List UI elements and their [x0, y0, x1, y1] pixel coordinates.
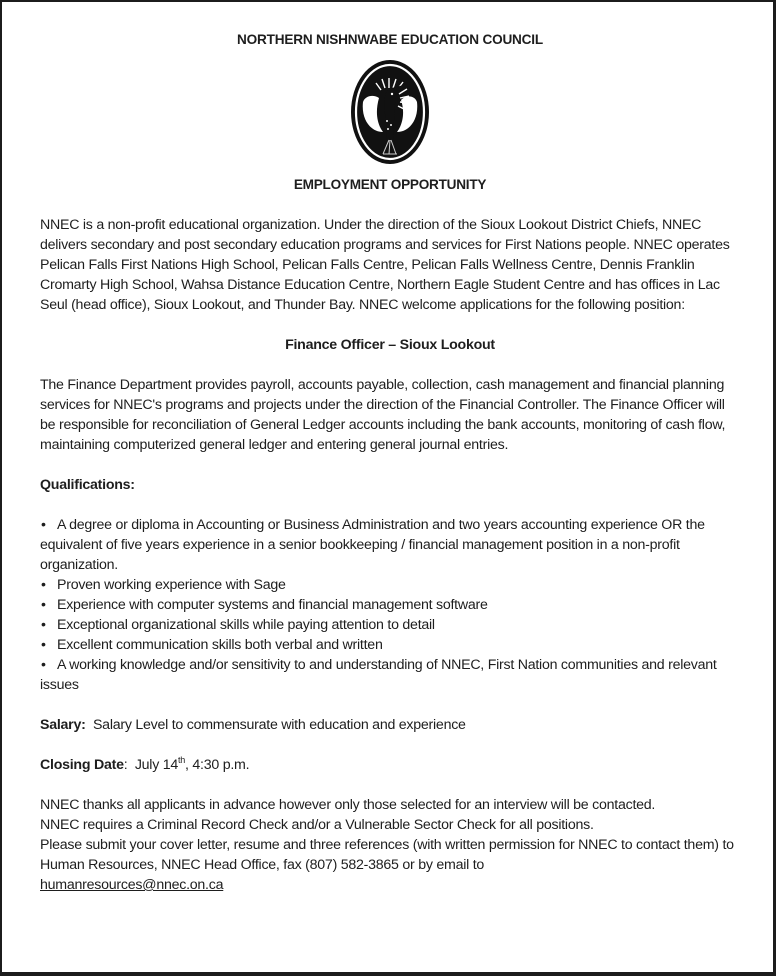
closing-date-value: July 14th, 4:30 p.m.: [134, 755, 250, 773]
organization-title: NORTHERN NISHNWABE EDUCATION COUNCIL: [237, 32, 543, 47]
qualification-item: • Excellent communication skills both verbal and written: [41, 637, 383, 653]
closing-date-label: Closing Date: [40, 757, 124, 773]
employment-opportunity-heading: EMPLOYMENT OPPORTUNITY: [293, 177, 487, 192]
qualification-item: • Exceptional organizational skills while paying attention to detail: [41, 617, 435, 633]
qualifications-list: [40, 515, 740, 695]
bullet-icon: •: [41, 637, 46, 653]
bullet-icon: •: [41, 617, 46, 633]
bullet-icon: •: [41, 577, 46, 593]
thanks-line: NNEC thanks all applicants in advance however only those selected for an interview will be contacted.: [40, 797, 656, 813]
salary-line: [40, 715, 740, 735]
bullet-icon: •: [41, 657, 46, 673]
position-title: Finance Officer – Sioux Lookout: [285, 337, 495, 353]
salary-value: Salary Level to commensurate with education and experience: [92, 717, 466, 733]
qualification-item: • A working knowledge and/or sensitivity to and understanding of NNEC, First Nation communities and relevant issues: [40, 657, 717, 693]
bullet-icon: •: [41, 597, 46, 613]
qualification-item: • A degree or diploma in Accounting or Business Administration and two years accounting experience OR the equivalent of five years experience in a senior bookkeeping / financial management position in a non-profit organization.: [40, 517, 705, 573]
closing-date-line: Closing Date: July 14th, 4:30 p.m.: [40, 755, 250, 773]
qualifications-heading: Qualifications:: [40, 477, 135, 493]
bullet-icon: •: [41, 517, 46, 533]
requirements-line: NNEC requires a Criminal Record Check and/or a Vulnerable Sector Check for all positions.: [40, 817, 594, 833]
application-instructions: [40, 795, 740, 895]
department-description: The Finance Department provides payroll, accounts payable, collection, cash management and financial planning services for NNEC's programs and projects under the direction of the Financial Controller. The Finance Officer will be responsible for reconciliation of General Ledger accounts including the bank accounts, monitoring of cash flow, maintaining computerized general ledger and entering general journal entries.: [40, 377, 726, 453]
qualification-item: • Experience with computer systems and financial management software: [41, 597, 488, 613]
qualification-item: • Proven working experience with Sage: [41, 577, 286, 593]
intro-paragraph: NNEC is a non-profit educational organization. Under the direction of the Sioux Lookout District Chiefs, NNEC delivers secondary and post secondary education programs and services for First Nations people. NNEC operates Pelican Falls First Nations High School, Pelican Falls Centre, Pelican Falls Wellness Centre, Dennis Franklin Cromarty High School, Wahsa Distance Education Centre, Northern Eagle Student Centre and has offices in Lac Seul (head office), Sioux Lookout, and Thunder Bay. NNEC welcome applications for the following position:: [40, 217, 730, 313]
document-content: [40, 30, 740, 895]
nnec-bird-emblem-icon: [349, 58, 431, 166]
salary-label: Salary:: [40, 717, 86, 733]
email-link[interactable]: humanresources@nnec.on.ca: [40, 877, 224, 893]
submission-line: Please submit your cover letter, resume and three references (with written permission for NNEC to contact them) to Human Resources, NNEC Head Office, fax (807) 582-3865 or by email to humanresources@nnec.on.ca: [40, 837, 734, 893]
logo-container: [40, 58, 740, 168]
